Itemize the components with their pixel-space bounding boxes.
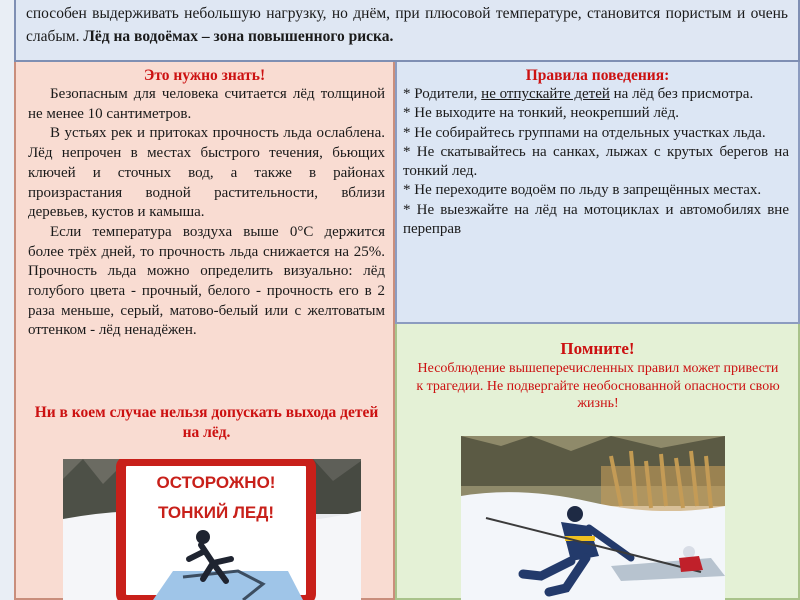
rules-panel (395, 62, 800, 324)
remember-panel (395, 324, 800, 600)
rules-title: Правила поведения: (525, 67, 670, 84)
know-panel (14, 62, 395, 600)
know-paragraph: В устьях рек и притоках прочность льда ослаблена. Лёд непрочен в местах быстрого течения, бьющих ключей и сточных вод, а также в районах произрастания водной растительности, вблизи деревьев, кустов и камыша. (28, 125, 385, 221)
know-title: Это нужно знать! (143, 67, 266, 84)
rules-list (403, 85, 789, 239)
rule-item: * Не выходите на тонкий, неокрепший лёд. (403, 105, 679, 122)
intro-emphasis: Лёд на водоёмах – зона повышенного риска. (83, 28, 394, 45)
rule-item: * Не выезжайте на лёд на мотоциклах и автомобилях вне переправ (403, 201, 789, 238)
rule-item (403, 85, 789, 104)
remember-title: Помните! (560, 339, 635, 358)
rule-item: * Не переходите водоём по льду в запрещённых местах. (403, 182, 762, 199)
rule-text: * Родители, (403, 86, 482, 102)
sign-line2: ТОНКИЙ ЛЕД! (157, 503, 275, 522)
rule-item: * Не собирайтесь группами на отдельных участках льда. (403, 124, 766, 141)
intro-box (14, 0, 800, 62)
rule-text: на лёд без присмотра. (609, 86, 754, 102)
thin-ice-sign-photo (63, 459, 361, 600)
know-paragraph: Если температура воздуха выше 0°С держится более трёх дней, то прочность льда снижается на 25%. Прочность льда можно определить визуально: лёд голубого цвета - прочный, белого - прочность его в 2 раза меньше, серый, матово-белый или с желтоватым оттенком - лёд ненадёжен. (28, 223, 385, 339)
ice-rescue-illustration (461, 436, 725, 600)
know-paragraph: Безопасным для человека считается лёд толщиной не менее 10 сантиметров. (28, 86, 385, 122)
know-text (28, 85, 385, 341)
thin-ice-sign-illustration (63, 459, 361, 600)
children-warning: Ни в коем случае нельзя допускать выхода детей на лёд. (34, 404, 379, 441)
rule-item: * Не скатывайтесь на санках, лыжах с крутых берегов на тонкий лед. (403, 143, 789, 180)
rule-underlined: не отпускайте детей (481, 86, 610, 102)
remember-text: Несоблюдение вышеперечисленных правил может привести к трагедии. Не подвергайте необоснованной опасности свою жизнь! (416, 361, 780, 411)
sign-line1: ОСТОРОЖНО! (156, 473, 276, 492)
ice-rescue-photo (461, 436, 725, 600)
intro-text: способен выдерживать небольшую нагрузку, но днём, при плюсовой температуре, становится пористым и очень слабым. (26, 5, 788, 45)
